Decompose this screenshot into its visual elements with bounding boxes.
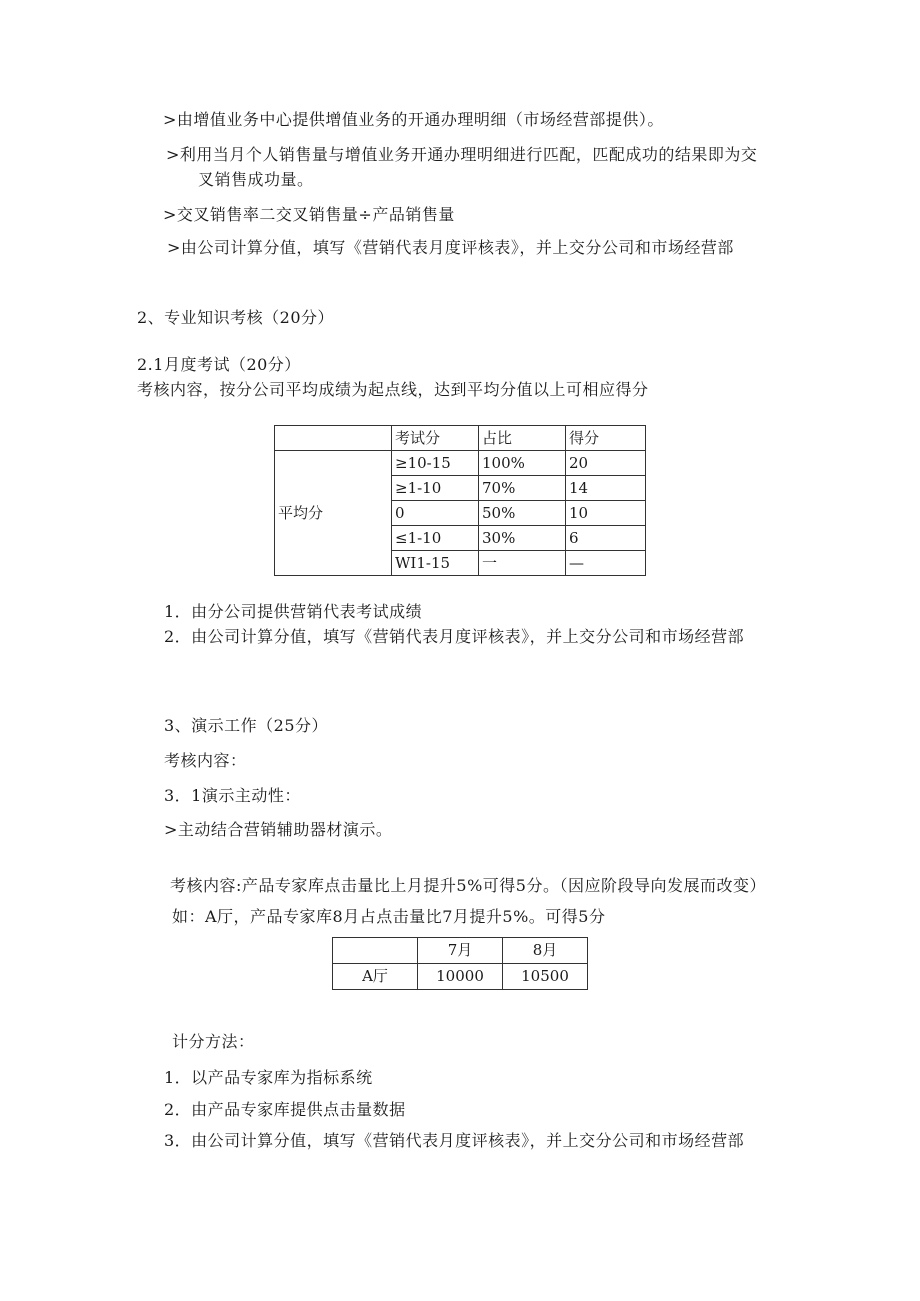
assessment-example: 如：A厅，产品专家库8月占点击量比7月提升5%。可得5分	[172, 907, 606, 926]
table-row	[275, 451, 646, 476]
table-header-row	[333, 938, 588, 964]
table-cell: 10	[566, 501, 646, 526]
table-header-cell	[333, 938, 418, 964]
table-header-cell	[275, 426, 392, 451]
table-cell: 一	[479, 551, 566, 576]
exam-score-table	[274, 425, 646, 576]
table-header-row	[275, 426, 646, 451]
table-header-cell: 7月	[418, 938, 503, 964]
table-cell: 10000	[418, 964, 503, 990]
table-row	[333, 964, 588, 990]
table-header-cell: 得分	[566, 426, 646, 451]
section-2-heading: 2、专业知识考核（20分）	[137, 308, 335, 327]
table-cell: ≤1-10	[392, 526, 479, 551]
bullet-line-1: >由增值业务中心提供增值业务的开通办理明细（市场经营部提供）。	[163, 110, 664, 129]
section-2-1-desc: 考核内容，按分公司平均成绩为起点线，达到平均分值以上可相应得分	[137, 380, 649, 399]
section-2-1-heading: 2.1月度考试（20分）	[137, 355, 301, 374]
table-cell: 50%	[479, 501, 566, 526]
click-volume-table	[332, 937, 588, 990]
section-3-heading: 3、演示工作（25分）	[164, 716, 329, 735]
bullet-line-3: >交叉销售率二交叉销售量÷产品销售量	[163, 205, 455, 224]
method-item-3: 3．由公司计算分值，填写《营销代表月度评核表》，并上交分公司和市场经营部	[164, 1131, 745, 1150]
table-cell: 70%	[479, 476, 566, 501]
section-3-1-heading: 3．1演示主动性：	[164, 786, 301, 805]
table-cell: ≥10-15	[392, 451, 479, 476]
bullet-line-2-cont: 叉销售成功量。	[198, 170, 314, 189]
table-cell: —	[566, 551, 646, 576]
table-header-cell: 8月	[503, 938, 588, 964]
table-cell: 100%	[479, 451, 566, 476]
scoring-method-heading: 计分方法：	[172, 1032, 255, 1051]
assessment-content: 考核内容:产品专家库点击量比上月提升5%可得5分。（因应阶段导向发展而改变）	[170, 876, 766, 895]
table-cell: ≥1-10	[392, 476, 479, 501]
bullet-line-4: >由公司计算分值，填写《营销代表月度评核表》，并上交分公司和市场经营部	[167, 238, 734, 257]
section-3-label: 考核内容：	[164, 751, 247, 770]
table-cell: 20	[566, 451, 646, 476]
row-label: 平均分	[275, 451, 392, 576]
bullet-line-2: >利用当月个人销售量与增值业务开通办理明细进行匹配，匹配成功的结果即为交	[166, 145, 758, 164]
table-header-cell: 占比	[479, 426, 566, 451]
table-cell: 10500	[503, 964, 588, 990]
table-cell: 14	[566, 476, 646, 501]
table-cell: 0	[392, 501, 479, 526]
table-header-cell: 考试分	[392, 426, 479, 451]
method-item-2: 2．由产品专家库提供点击量数据	[164, 1100, 406, 1119]
table-cell: A厅	[333, 964, 418, 990]
table-cell: 30%	[479, 526, 566, 551]
method-item-1: 1．以产品专家库为指标系统	[164, 1068, 373, 1087]
table-cell: WI1-15	[392, 551, 479, 576]
numbered-item-1: 1．由分公司提供营销代表考试成绩	[164, 602, 423, 621]
numbered-item-2: 2．由公司计算分值，填写《营销代表月度评核表》，并上交分公司和市场经营部	[164, 627, 745, 646]
section-3-1-bullet: >主动结合营销辅助器材演示。	[164, 820, 393, 839]
table-cell: 6	[566, 526, 646, 551]
